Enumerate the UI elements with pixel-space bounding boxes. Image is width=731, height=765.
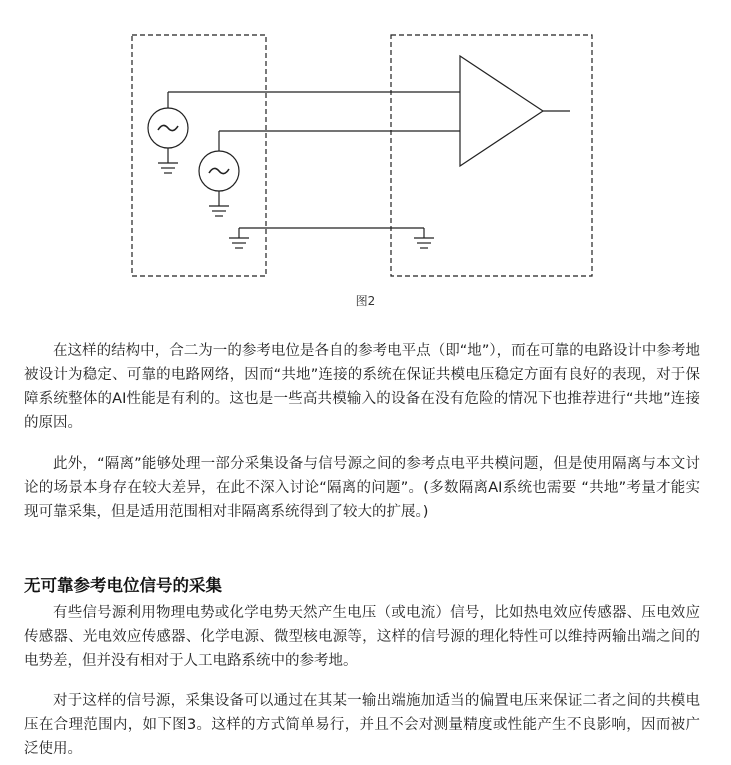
amplifier-icon (460, 56, 543, 166)
paragraph-floating-sources: 有些信号源利用物理电势或化学电势天然产生电压（或电流）信号，比如热电效应传感器、压电效应传感器、光电效应传感器、化学电源、微型核电源等，这样的信号源的理化特性可以维持两输出端之间的电势差，但并没有相对于人工电路系统中的参考地。 (24, 605, 700, 669)
paragraph-isolation: 此外，“隔离”能够处理一部分采集设备与信号源之间的参考点电平共模问题，但是使用隔离与本文讨论的场景本身存在较大差异，在此不深入讨论“隔离的问题”。(多数隔离AI系统也需要 “共地”考量才能实现可靠采集，但是适用范围相对非隔离系统得到了较大的扩展。) (24, 456, 700, 520)
acquisition-device-box (391, 35, 592, 276)
ground-icon (158, 163, 178, 173)
ac-source-wave (209, 168, 229, 173)
paragraph-common-ground: 在这样的结构中，合二为一的参考电位是各自的参考电平点（即“地”），而在可靠的电路设计中参考地被设计为稳定、可靠的电路网络，因而“共地”连接的系统在保证共模电压稳定方面有良好的表现，对于保障系统整体的AI性能是有利的。这也是一些高共模输入的设备在没有危险的情况下也推荐进行“共地”连接的原因。 (24, 343, 700, 431)
circuit-diagram (0, 0, 731, 300)
ground-icon (229, 238, 249, 248)
figure-caption: 图2 (355, 294, 376, 308)
ground-icon (414, 238, 434, 248)
ac-source-wave (158, 125, 178, 130)
section-heading: 无可靠参考电位信号的采集 (24, 576, 222, 595)
ground-icon (209, 206, 229, 216)
paragraph-bias-voltage: 对于这样的信号源，采集设备可以通过在其某一输出端施加适当的偏置电压来保证二者之间的共模电压在合理范围内，如下图3。这样的方式简单易行，并且不会对测量精度或性能产生不良影响，因而被广泛使用。 (24, 693, 700, 757)
signal-source-box (132, 35, 266, 276)
